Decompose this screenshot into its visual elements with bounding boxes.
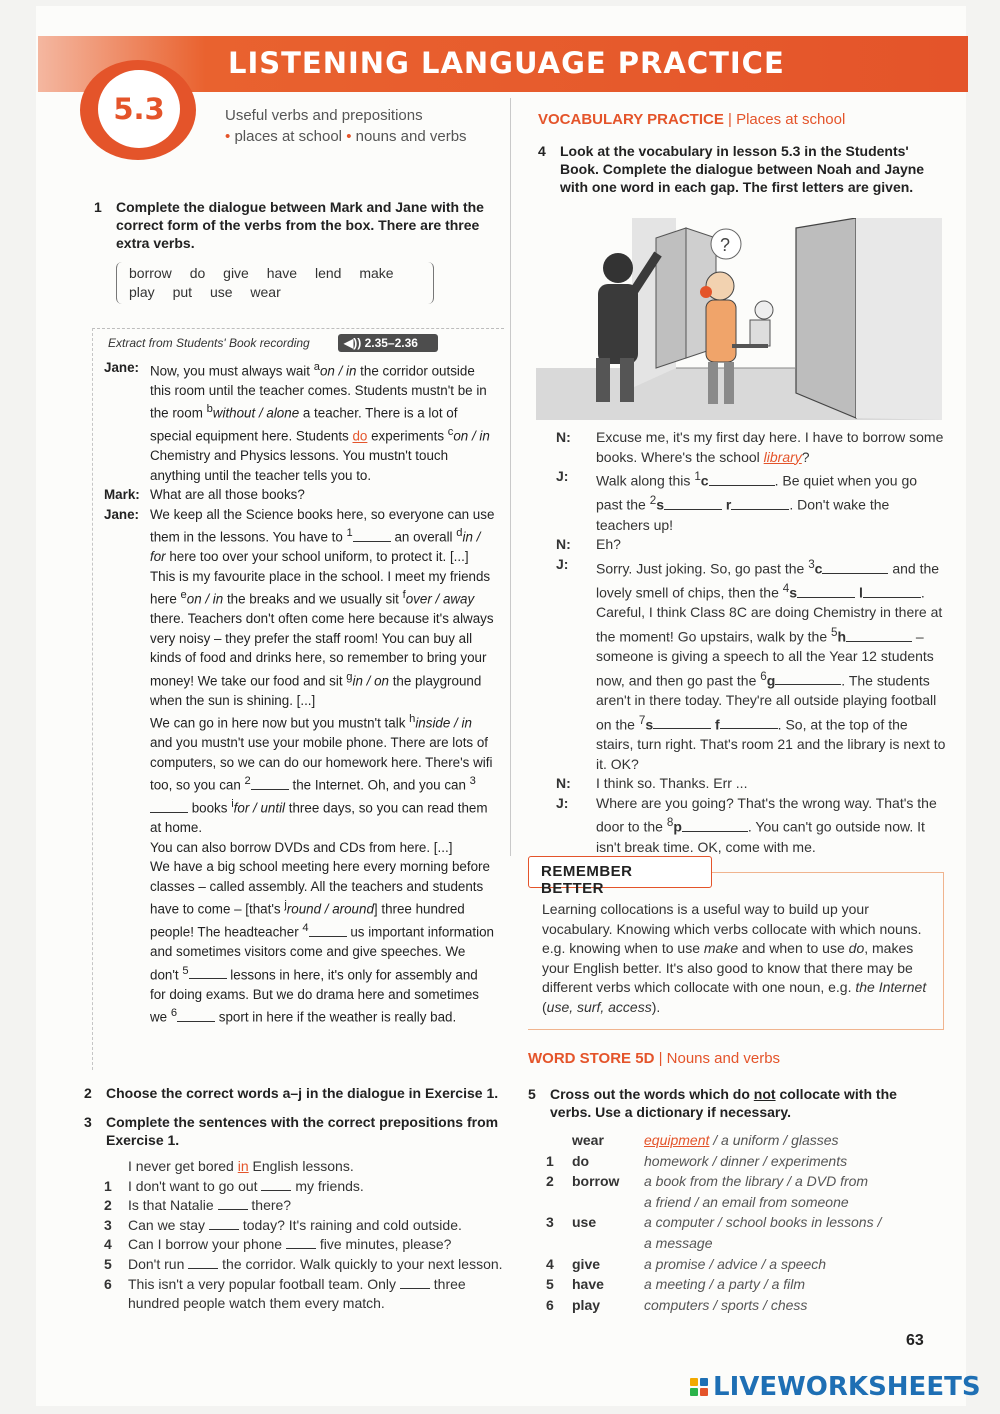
crossed-word: equipment xyxy=(644,1132,710,1148)
speaker-noah: N: xyxy=(556,536,571,553)
subtitle-item-nouns: nouns and verbs xyxy=(355,128,467,145)
audio-track-badge[interactable] xyxy=(338,334,438,352)
dialogue-turn: J: Sorry. Just joking. So, go past the $^3$c and the lovely smell of chips, then the $^4$s l . Careful, I think Class 8C are doing Chemistry in there at the moment! Go upstairs, walk by the $^5$h – someone is giving a speech to all the Year 12 students now, and then go past the $^6$g . The students aren't in there today. They're all outside playing football on the $^7$s f . So, at the top of the stairs, turn right. That's room 21 and the library is next to it. OK? xyxy=(556,555,946,772)
ex4-instruction xyxy=(538,142,948,196)
dialogue-paragraph: We have a big school meeting here every morning before classes – called assembly. All the teachers and students have to come – [that's $^j$round / around] three hundred people! The headteacher $^4$ us important information and sometimes visitors come and give speeches. We don't $^5$ lessons in here, it's only for assembly and for doing exams. But we do drama here and sometimes we $^6$ sport in here if the weather is really bad. xyxy=(150,859,494,1025)
speaker-jayne: J: xyxy=(556,794,569,811)
wordstore-section-title: WORD STORE 5D | Nouns and verbs xyxy=(528,1050,781,1067)
gap-5[interactable] xyxy=(846,630,912,642)
verb-word: give xyxy=(223,265,249,281)
sentence-item: 2 Is that Natalie there? xyxy=(104,1197,292,1214)
bullet-icon: • xyxy=(346,128,352,145)
ex3-instruction xyxy=(84,1113,510,1149)
gap-4b[interactable] xyxy=(863,586,921,598)
ex4-text: Look at the vocabulary in lesson 5.3 in the Students' Book. Complete the dialogue between Noah and Jayne with one word in each gap. The first letters are given. xyxy=(560,143,925,195)
speaker-jayne: J: xyxy=(556,468,569,485)
collocation-row[interactable]: 4 give a promise / advice / a speech xyxy=(546,1255,827,1272)
speaker-jayne: J: xyxy=(556,555,569,572)
question-mark-text: ? xyxy=(720,235,731,255)
collocation-list xyxy=(546,1130,936,1315)
verb-word: borrow xyxy=(129,265,172,281)
ex3-text: Complete the sentences with the correct prepositions from Exercise 1. xyxy=(106,1114,499,1148)
answer-gap[interactable] xyxy=(400,1277,430,1289)
ex1-text: Complete the dialogue between Mark and Jane with the correct form of the verbs from the box. There are three extra verbs. xyxy=(116,199,484,251)
dialogue-turn: N: I think so. Thanks. Err ... xyxy=(556,774,946,794)
verb-word: have xyxy=(266,265,298,281)
ex2-number: 2 xyxy=(84,1085,92,1101)
choice-d[interactable]: in / for xyxy=(150,529,481,565)
collocation-row[interactable]: 3 use a computer / school books in lessons / xyxy=(546,1214,882,1231)
gap-1[interactable] xyxy=(709,474,775,486)
ex4-number: 4 xyxy=(538,143,546,159)
sentence-item: 4 Can I borrow your phone five minutes, please? xyxy=(104,1236,452,1253)
choice-j[interactable]: round / around xyxy=(286,901,374,917)
sentence-item: 1 I don't want to go out my friends. xyxy=(104,1177,364,1194)
verb-word: lend xyxy=(314,265,342,281)
speaker-noah: N: xyxy=(556,775,571,792)
ex1-number: 1 xyxy=(94,199,102,215)
speaker-jane: Jane: xyxy=(104,360,139,375)
ex3-sentences xyxy=(104,1157,504,1314)
collocation-row[interactable]: 5 have a meeting / a party / a film xyxy=(546,1276,806,1293)
speaker-jane: Jane: xyxy=(104,506,139,522)
choice-a[interactable]: on / in xyxy=(319,363,357,379)
choice-h[interactable]: inside / in xyxy=(415,715,472,731)
collocation-row[interactable]: a message xyxy=(644,1234,713,1251)
ex2-instruction xyxy=(84,1084,510,1102)
dialogue-turn: Jane: We keep all the Science books here, so everyone can use them in the lessons. You have to $^1$ an overall $^d$in / for here too over your school uniform, to protect it. [...] This is my favourite place in the school. I meet my friends here $^e$on / in the breaks and we usually sit $^f$over / away there. Teachers don't often come here because it's always very noisy – they prefer the staff room! You can buy all kinds of food and drinks here, so remember to bring your money! We take our food and sit $^g$in / on the playground when the sun is shining. [...] We can go in here now but you mustn't talk $^h$inside / in and you mustn't use your mobile phone. There are lots of computers, so we can do our homework here. There's wifi too, so you can $^2$ the Internet. Oh, and you can $^3$ books $^i$for / until three days, so you can read them at home. You can also borrow DVDs and CDs from here. [...] We have a big school meeting here every morning before classes – called assembly. All the teachers and students have to come – [that's $^j$round / around] three hundred people! The headteacher $^4$ us important information and sometimes visitors come and give speeches. We don't $^5$ lessons in here, it's only for assembly and for doing exams. But we do drama here and sometimes we $^6$ sport in here if the weather is really bad. xyxy=(104,505,496,1027)
answer-gap[interactable] xyxy=(286,1237,316,1249)
collocation-row[interactable]: 1 do homework / dinner / experiments xyxy=(546,1152,848,1169)
ex3-number: 3 xyxy=(84,1114,92,1130)
gap-3[interactable] xyxy=(150,801,188,813)
gap-4[interactable] xyxy=(309,925,347,937)
remember-better-title: REMEMBER BETTER xyxy=(528,856,712,888)
ex5-instruction: 5 Cross out the words which do not collocate with the verbs. Use a dictionary if necessary. xyxy=(528,1086,897,1120)
collocation-row[interactable]: a friend / an email from someone xyxy=(644,1193,849,1210)
answer-gap[interactable] xyxy=(209,1218,239,1230)
dialogue-turn: N: Eh? xyxy=(556,535,946,555)
choice-f[interactable]: over / away xyxy=(405,591,475,607)
gap-6[interactable] xyxy=(177,1010,215,1022)
gap-8[interactable] xyxy=(682,820,748,832)
corridor-illustration xyxy=(536,218,942,420)
gap-2b[interactable] xyxy=(731,498,789,510)
dialogue-turn: N: Excuse me, it's my first day here. I have to borrow some books. Where's the school library? xyxy=(556,429,944,465)
speaker-mark: Mark: xyxy=(104,487,140,503)
choice-i[interactable]: for / until xyxy=(233,800,286,816)
extract-label: Extract from Students' Book recording xyxy=(108,336,310,350)
dialogue-noah-jayne xyxy=(556,428,946,857)
dialogue-turn: Mark: What are all those books? xyxy=(104,485,496,505)
ex1-instruction xyxy=(94,198,506,252)
choice-b[interactable]: without / alone xyxy=(212,405,300,421)
gap-7a[interactable] xyxy=(653,717,711,729)
answer-gap[interactable] xyxy=(188,1257,218,1269)
verb-word: make xyxy=(359,265,394,281)
gap-1[interactable] xyxy=(353,530,391,542)
dialogue-paragraph: This is my favourite place in the school. I meet my friends here $^e$on / in the breaks and we usually sit $^f$over / away there. Teachers don't often come here because it's always very noisy – they prefer the staff room! You can buy all kinds of food and drinks here, so remember to bring your money! We take our food and sit $^g$in / on the playground when the sun is shining. [...] xyxy=(150,568,494,708)
speaker-noah: N: xyxy=(556,429,571,445)
collocation-row[interactable]: 6 play computers / sports / chess xyxy=(546,1296,808,1313)
sentence-item: 3 Can we stay today? It's raining and cold outside. xyxy=(104,1216,462,1233)
liveworksheets-icon xyxy=(690,1378,708,1396)
verb-word: put xyxy=(172,284,193,300)
verb-word: do xyxy=(189,265,206,281)
page-number: 63 xyxy=(906,1332,924,1349)
dialogue-turn: J: Where are you going? That's the wrong way. That's the door to the $^8$p . You can't go outside now. It isn't break time. OK, come with me. xyxy=(556,794,937,855)
subtitle-item-places: places at school xyxy=(234,128,343,145)
answer-gap[interactable] xyxy=(218,1198,248,1210)
audio-track-label: 2.35–2.36 xyxy=(364,336,418,350)
liveworksheets-logo[interactable] xyxy=(690,1372,981,1402)
choice-e[interactable]: on / in xyxy=(186,591,224,607)
choice-c[interactable]: on / in xyxy=(453,428,490,444)
gap-2a[interactable] xyxy=(664,498,722,510)
sentence-item: 5 Don't run the corridor. Walk quickly to your next lesson. xyxy=(104,1255,503,1272)
answer-gap[interactable] xyxy=(261,1179,291,1191)
example-sentence: I never get bored in English lessons. xyxy=(128,1158,354,1174)
column-divider xyxy=(510,98,511,856)
remember-better-text: Learning collocations is a useful way to build up your vocabulary. Knowing which verbs collocate with which nouns. e.g. knowing when to use make and when to use do, makes your English better. It's also good to know that there may be different verbs which collocate with one noun, e.g. the Internet (use, surf, access). xyxy=(542,901,927,1015)
gap-7b[interactable] xyxy=(720,717,778,729)
example-answer: do xyxy=(352,428,368,444)
example-answer: in xyxy=(237,1158,249,1174)
unit-number: 5.3 xyxy=(98,70,180,148)
subtitle-line2 xyxy=(225,128,467,145)
dialogue-turn: Jane: Now, you must always wait $^a$on / in the corridor outside this room until the teacher comes. Students mustn't be in the room $^b$without / alone a teacher. There is a lot of special equipment here. Students do experiments $^c$on / in Chemistry and Physics lessons. You mustn't touch anything until the teacher tells you to. xyxy=(104,360,490,483)
sentence-item: 6 This isn't a very popular football team. Only three hundred people watch them every match. xyxy=(104,1275,466,1312)
vocab-section-title: VOCABULARY PRACTICE | Places at school xyxy=(538,111,846,128)
choice-g[interactable]: in / on xyxy=(352,673,389,689)
bullet-icon: • xyxy=(225,128,231,145)
gap-6[interactable] xyxy=(775,673,841,685)
sitting-figure xyxy=(732,301,773,346)
gap-4a[interactable] xyxy=(797,586,855,598)
example-answer: library xyxy=(763,448,802,465)
ex5-number: 5 xyxy=(528,1086,536,1102)
dialogue-turn: J: Walk along this $^1$c . Be quiet when you go past the $^2$s r . Don't wake the teachers up! xyxy=(556,468,918,533)
dialogue-mark-jane xyxy=(104,358,496,1027)
dialogue-paragraph: You can also borrow DVDs and CDs from here. [...] xyxy=(150,839,453,855)
verb-word: wear xyxy=(250,284,281,300)
ex2-text: Choose the correct words a–j in the dialogue in Exercise 1. xyxy=(106,1085,499,1101)
gap-5[interactable] xyxy=(189,967,227,979)
dialogue-paragraph: We can go in here now but you mustn't talk $^h$inside / in and you mustn't use your mobile phone. There are lots of computers, so we can do our homework here. There's wifi too, so you can $^2$ the Internet. Oh, and you can $^3$ books $^i$for / until three days, so you can read them at home. xyxy=(150,713,493,836)
verb-box xyxy=(116,262,434,304)
speaker-icon: ◀)) xyxy=(344,336,362,350)
page-title: LISTENING LANGUAGE PRACTICE xyxy=(228,46,785,80)
subtitle-line1: Useful verbs and prepositions xyxy=(225,107,423,124)
verb-word: use xyxy=(209,284,233,300)
gap-2[interactable] xyxy=(251,778,289,790)
verb-word: play xyxy=(129,284,155,300)
collocation-row[interactable]: 2 borrow a book from the library / a DVD from xyxy=(546,1173,869,1190)
liveworksheets-brand: LIVEWORKSHEETS xyxy=(713,1372,981,1402)
gap-3[interactable] xyxy=(822,562,888,574)
collocation-example: wear equipment / a uniform / glasses xyxy=(572,1132,839,1148)
